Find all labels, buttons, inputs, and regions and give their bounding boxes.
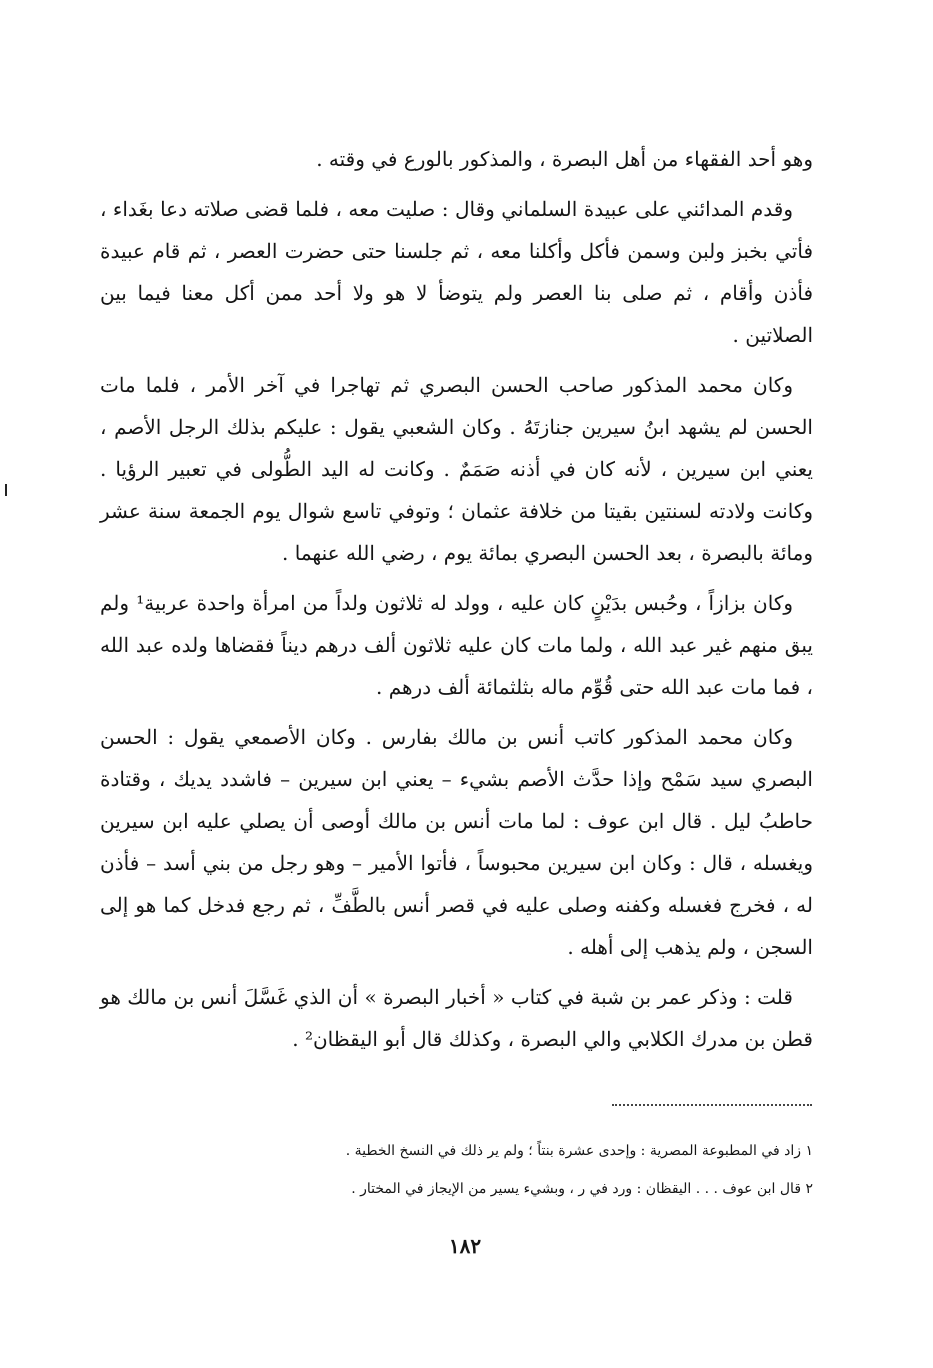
footnotes xyxy=(100,1132,813,1208)
page-number: ١٨٢ xyxy=(448,1234,482,1258)
paragraph-1: وهو أحد الفقهاء من أهل البصرة ، والمذكور بالورع في وقته . xyxy=(316,147,813,171)
footnote-separator xyxy=(612,1104,812,1106)
footnote-2: ٢ قال ابن عوف . . . اليقظان : ورد في ر ، وبشيء يسير من الإيجاز في المختار . xyxy=(351,1181,813,1197)
margin-mark xyxy=(5,484,7,496)
paragraph-5: وكان محمد المذكور كاتب أنس بن مالك بفارس . وكان الأصمعي يقول : الحسن البصري سيد سَمْح وإذا حدَّث الأصم بشيء – يعني ابن سيرين – فاشدد يديك ، وقتادة حاطبُ ليل . قال ابن عوف : لما مات أنس بن مالك أوصى أن يصلي عليه ابن سيرين ويغسله ، قال : وكان ابن سيرين محبوساً ، فأتوا الأمير – وهو رجل من بني أسد – فأذن له ، فخرج فغسله وكفنه وصلى عليه في قصر أنس بالطَّفِّ ، ثم رجع فدخل كما هو إلى السجن ، ولم يذهب إلى أهله . xyxy=(100,725,813,959)
paragraph-2: وقدم المدائني على عبيدة السلماني وقال : صليت معه ، فلما قضى صلاته دعا بغَداء ، فأتي بخبز ولبن وسمن فأكل وأكلنا معه ، ثم جلسنا حتى حضرت العصر ، ثم قام عبيدة فأذن وأقام ، ثم صلى بنا العصر ولم يتوضأ لا هو ولا أحد ممن أكل معنا فيما بين الصلاتين . xyxy=(100,197,813,347)
paragraph-4: وكان بزازاً ، وحُبس بدَيْنٍ كان عليه ، وولد له ثلاثون ولداً من امرأة واحدة عربية¹ ولم يبق منهم غير عبد الله ، ولما مات كان عليه ثلاثون ألف درهم ديناً فقضاها ولده عبد الله ، فما مات عبد الله حتى قُوِّم ماله بثلثمائة ألف درهم . xyxy=(100,591,813,699)
main-text xyxy=(100,138,813,1060)
paragraph-6: قلت : وذكر عمر بن شبة في كتاب « أخبار البصرة » أن الذي غَسَّلَ أنس بن مالك هو قطن بن مدرك الكلابي والي البصرة ، وكذلك قال أبو اليقظان² . xyxy=(100,985,813,1051)
paragraph-3: وكان محمد المذكور صاحب الحسن البصري ثم تهاجرا في آخر الأمر ، فلما مات الحسن لم يشهد ابنُ سيرين جنازتَهُ . وكان الشعبي يقول : عليكم بذلك الرجل الأصم ، يعني ابن سيرين ، لأنه كان في أذنه صَمَمٌ . وكانت له اليد الطُّولى في تعبير الرؤيا . وكانت ولادته لسنتين بقيتا من خلافة عثمان ؛ وتوفي تاسع شوال يوم الجمعة سنة عشر ومائة بالبصرة ، بعد الحسن البصري بمائة يوم ، رضي الله عنهما . xyxy=(100,373,813,565)
footnote-1: ١ زاد في المطبوعة المصرية : وإحدى عشرة بنتاً ؛ ولم ير ذلك في النسخ الخطية . xyxy=(345,1143,813,1159)
